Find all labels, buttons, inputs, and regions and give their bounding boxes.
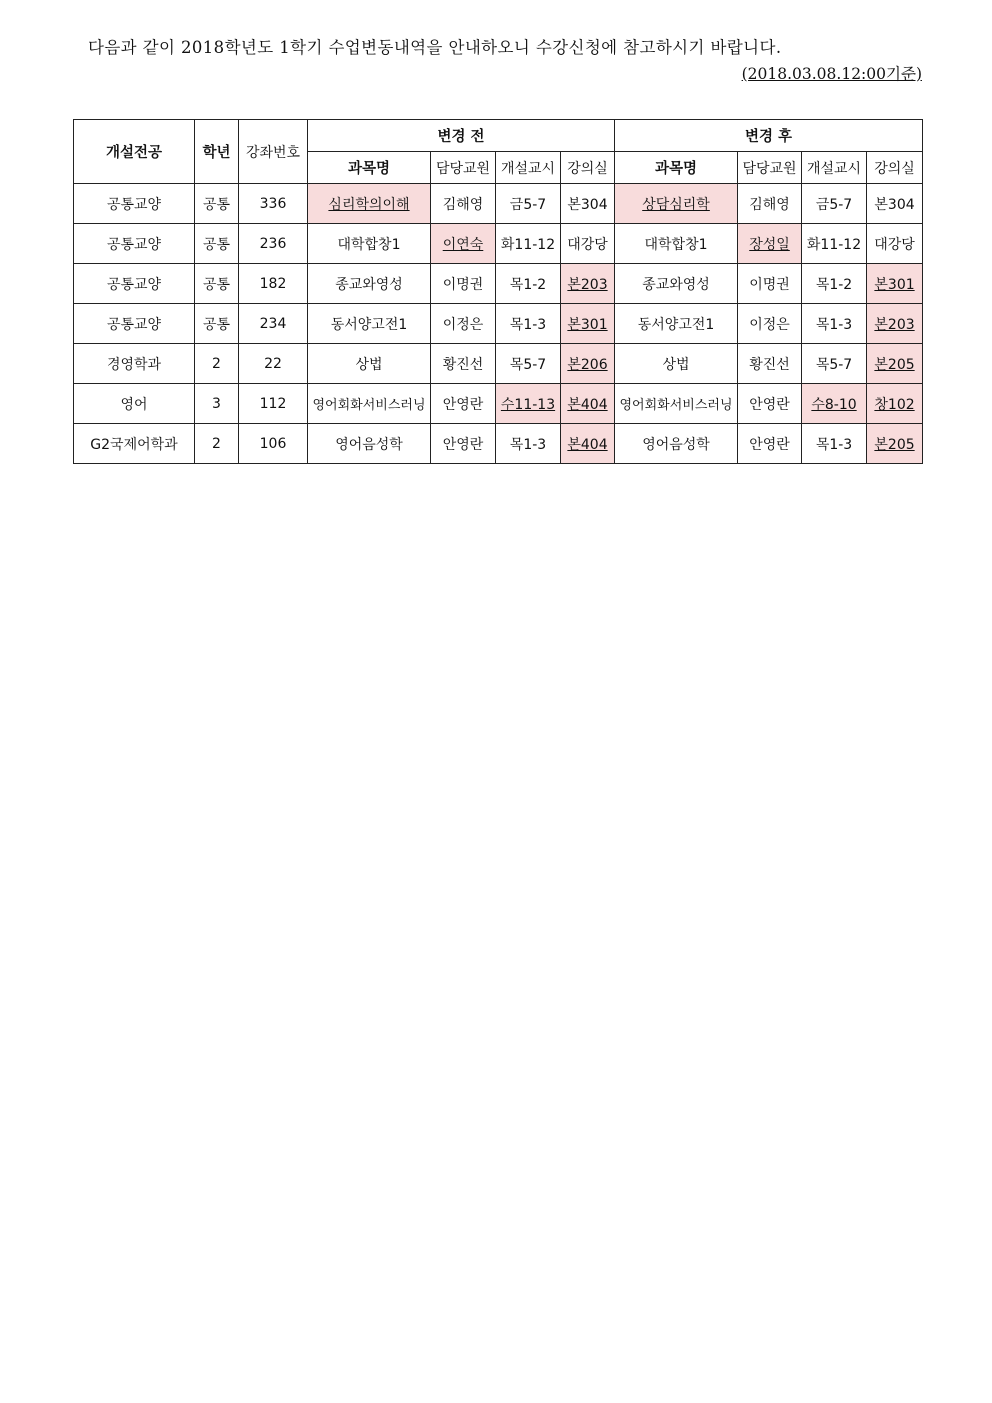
cell-after-subject: 영어음성학 <box>615 424 738 464</box>
cell-before-subject: 영어음성학 <box>308 424 431 464</box>
table-row <box>74 344 923 384</box>
cell-grade: 3 <box>195 384 239 424</box>
cell-before-room: 대강당 <box>561 224 615 264</box>
cell-before-period: 수11-13 <box>496 384 561 424</box>
cell-before-room: 본404 <box>561 424 615 464</box>
cell-major: 공통교양 <box>74 264 195 304</box>
cell-after-subject: 동서양고전1 <box>615 304 738 344</box>
cell-before-period: 화11-12 <box>496 224 561 264</box>
header-course-no: 강좌번호 <box>239 120 308 184</box>
cell-before-room: 본206 <box>561 344 615 384</box>
cell-after-professor: 안영란 <box>738 424 802 464</box>
cell-after-period: 화11-12 <box>802 224 867 264</box>
cell-before-period: 금5-7 <box>496 184 561 224</box>
cell-before-professor: 이연숙 <box>431 224 496 264</box>
cell-before-room: 본301 <box>561 304 615 344</box>
cell-before-professor: 김해영 <box>431 184 496 224</box>
cell-after-room: 본205 <box>867 344 923 384</box>
cell-after-subject: 상법 <box>615 344 738 384</box>
cell-after-professor: 이정은 <box>738 304 802 344</box>
header-before-period: 개설교시 <box>496 152 561 184</box>
cell-major: 경영학과 <box>74 344 195 384</box>
cell-major: 공통교양 <box>74 224 195 264</box>
cell-before-subject: 영어회화서비스러닝 <box>308 384 431 424</box>
course-change-table <box>73 119 923 464</box>
cell-major: G2국제어학과 <box>74 424 195 464</box>
cell-grade: 공통 <box>195 264 239 304</box>
cell-before-period: 목5-7 <box>496 344 561 384</box>
table-row <box>74 184 923 224</box>
cell-grade: 공통 <box>195 184 239 224</box>
cell-before-room: 본304 <box>561 184 615 224</box>
cell-before-professor: 황진선 <box>431 344 496 384</box>
cell-before-professor: 안영란 <box>431 384 496 424</box>
cell-before-professor: 안영란 <box>431 424 496 464</box>
cell-course-no: 106 <box>239 424 308 464</box>
table-row <box>74 224 923 264</box>
cell-after-room: 본304 <box>867 184 923 224</box>
cell-after-period: 목1-2 <box>802 264 867 304</box>
cell-course-no: 234 <box>239 304 308 344</box>
header-after-professor: 담당교원 <box>738 152 802 184</box>
cell-before-subject: 심리학의이해 <box>308 184 431 224</box>
cell-before-subject: 상법 <box>308 344 431 384</box>
cell-after-subject: 종교와영성 <box>615 264 738 304</box>
cell-after-period: 목1-3 <box>802 304 867 344</box>
cell-grade: 2 <box>195 424 239 464</box>
header-before: 변경 전 <box>308 120 615 152</box>
cell-before-professor: 이정은 <box>431 304 496 344</box>
cell-after-professor: 장성일 <box>738 224 802 264</box>
header-before-professor: 담당교원 <box>431 152 496 184</box>
cell-before-subject: 동서양고전1 <box>308 304 431 344</box>
header-after-period: 개설교시 <box>802 152 867 184</box>
cell-after-room: 본301 <box>867 264 923 304</box>
table-row <box>74 264 923 304</box>
cell-after-subject: 영어회화서비스러닝 <box>615 384 738 424</box>
cell-course-no: 112 <box>239 384 308 424</box>
header-after-subject: 과목명 <box>615 152 738 184</box>
cell-after-professor: 김해영 <box>738 184 802 224</box>
cell-before-professor: 이명권 <box>431 264 496 304</box>
cell-after-professor: 황진선 <box>738 344 802 384</box>
notice-text: 다음과 같이 2018학년도 1학기 수업변동내역을 안내하오니 수강신청에 참고하시기 바랍니다. <box>88 38 782 57</box>
basis-timestamp: (2018.03.08.12:00기준) <box>741 65 922 83</box>
cell-grade: 2 <box>195 344 239 384</box>
cell-grade: 공통 <box>195 224 239 264</box>
cell-after-room: 창102 <box>867 384 923 424</box>
cell-after-room: 본205 <box>867 424 923 464</box>
cell-after-subject: 대학합창1 <box>615 224 738 264</box>
cell-after-professor: 이명권 <box>738 264 802 304</box>
cell-after-period: 수8-10 <box>802 384 867 424</box>
header-after: 변경 후 <box>615 120 923 152</box>
cell-after-period: 목5-7 <box>802 344 867 384</box>
cell-before-room: 본203 <box>561 264 615 304</box>
header-before-subject: 과목명 <box>308 152 431 184</box>
header-grade: 학년 <box>195 120 239 184</box>
table-row <box>74 424 923 464</box>
cell-course-no: 182 <box>239 264 308 304</box>
cell-major: 영어 <box>74 384 195 424</box>
cell-major: 공통교양 <box>74 184 195 224</box>
cell-before-period: 목1-2 <box>496 264 561 304</box>
table-row <box>74 304 923 344</box>
cell-course-no: 22 <box>239 344 308 384</box>
cell-after-room: 대강당 <box>867 224 923 264</box>
cell-after-period: 목1-3 <box>802 424 867 464</box>
table-row <box>74 384 923 424</box>
header-before-room: 강의실 <box>561 152 615 184</box>
header-major: 개설전공 <box>74 120 195 184</box>
cell-before-room: 본404 <box>561 384 615 424</box>
cell-after-professor: 안영란 <box>738 384 802 424</box>
cell-major: 공통교양 <box>74 304 195 344</box>
cell-after-period: 금5-7 <box>802 184 867 224</box>
cell-course-no: 236 <box>239 224 308 264</box>
header-after-room: 강의실 <box>867 152 923 184</box>
cell-grade: 공통 <box>195 304 239 344</box>
cell-after-room: 본203 <box>867 304 923 344</box>
cell-before-period: 목1-3 <box>496 424 561 464</box>
cell-course-no: 336 <box>239 184 308 224</box>
cell-before-subject: 종교와영성 <box>308 264 431 304</box>
cell-before-period: 목1-3 <box>496 304 561 344</box>
cell-after-subject: 상담심리학 <box>615 184 738 224</box>
cell-before-subject: 대학합창1 <box>308 224 431 264</box>
